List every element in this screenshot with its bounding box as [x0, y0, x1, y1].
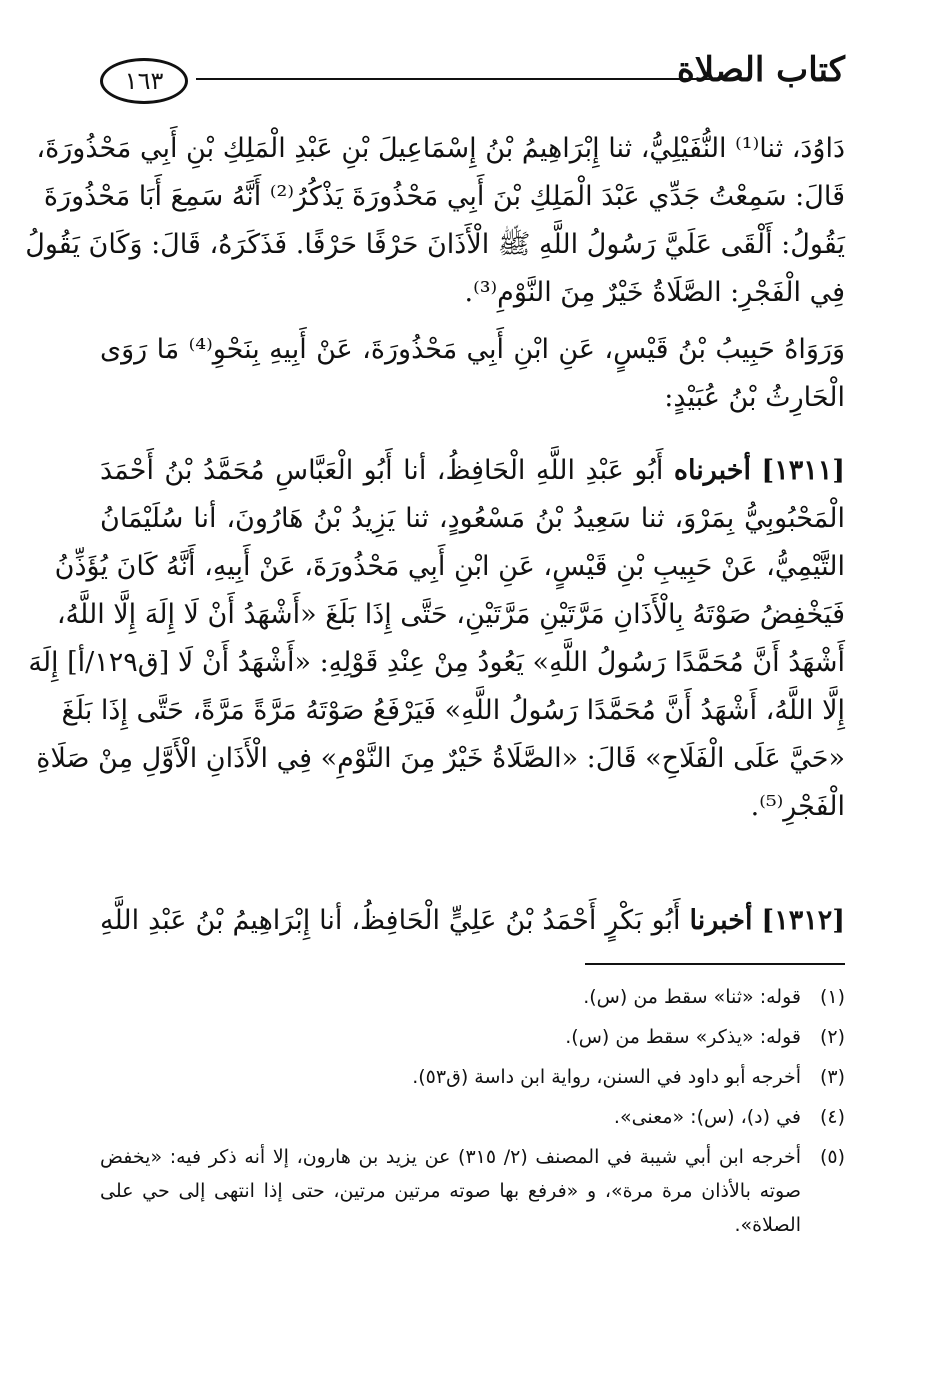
hadith-1312	[100, 897, 845, 945]
footnotes	[100, 980, 845, 1248]
text-line: يَقُولُ: أَلْقَى عَلَيَّ رَسُولُ اللَّهِ ﷺ الْأَذَانَ حَرْفًا حَرْفًا. فَذَكَرَهُ، قَالَ: وَكَانَ يَقُولُ	[25, 229, 845, 260]
footnote-number: (٢)	[819, 1026, 845, 1048]
text-line: إِلَّا اللَّهُ، أَشْهَدُ أَنَّ مُحَمَّدًا رَسُولُ اللَّهِ» فَيَرْفَعُ صَوْتَهُ مَرَّةً مَرَّةً، حَتَّى إِذَا بَلَغَ	[61, 695, 845, 726]
footnote-number: (٤)	[819, 1106, 845, 1128]
text-line: فَيَخْفِضُ صَوْتَهُ بِالْأَذَانِ مَرَّتَيْنِ مَرَّتَيْنِ، حَتَّى إِذَا بَلَغَ «أَشْهَدُ أَنْ لَا إِلَهَ إِلَّا اللَّهُ،	[56, 599, 845, 630]
footnote-separator	[585, 963, 845, 965]
text-line: قَالَ: سَمِعْتُ جَدِّي عَبْدَ الْمَلِكِ بْنَ أَبِي مَحْذُورَةَ يَذْكُرُ⁽²⁾ أَنَّهُ سَمِعَ أَبَا مَحْذُورَةَ	[43, 181, 845, 212]
text-line	[100, 897, 845, 945]
footnote	[100, 1020, 845, 1054]
text-line: دَاوُدَ، ثنا⁽¹⁾ النُّفَيْلِيُّ، ثنا إِبْرَاهِيمُ بْنُ إِسْمَاعِيلَ بْنِ عَبْدِ الْمَلِكِ بْنِ أَبِي مَحْذُورَةَ،	[36, 133, 845, 164]
footnote	[100, 1140, 845, 1242]
text-line: التَّيْمِيُّ، عَنْ حَبِيبِ بْنِ قَيْسٍ، عَنِ ابْنِ أَبِي مَحْذُورَةَ، عَنْ أَبِيهِ، أَنَّهُ كَانَ يُؤَذِّنُ	[54, 551, 845, 582]
paragraph-1	[25, 125, 845, 317]
footnote-text: قوله: «ثنا» سقط من (س).	[583, 986, 801, 1008]
text-line: أَشْهَدُ أَنَّ مُحَمَّدًا رَسُولُ اللَّهِ» يَعُودُ مِنْ عِنْدِ قَوْلِهِ: «أَشْهَدُ أَنْ لَا [ق١٢٩/أ] إِلَهَ	[28, 647, 845, 678]
footnote	[100, 1100, 845, 1134]
hadith-1311	[28, 447, 845, 831]
footnote-text: أخرجه أبو داود في السنن، رواية ابن داسة (ق٥٣).	[412, 1066, 801, 1088]
hadith-number: [١٣١٢]	[761, 905, 845, 936]
text-segment: أَبُو عَبْدِ اللَّهِ الْحَافِظُ، أنا أَبُو الْعَبَّاسِ مُحَمَّدُ بْنُ أَحْمَدَ	[100, 455, 664, 486]
page-number: ١٦٣	[100, 58, 188, 104]
footnote-number: (١)	[819, 986, 845, 1008]
header-rule	[196, 78, 727, 80]
footnote-text: في (د)، (س): «معنى».	[613, 1106, 801, 1128]
text-line: الْمَحْبُوبِيُّ بِمَرْوَ، ثنا سَعِيدُ بْنُ مَسْعُودٍ، ثنا يَزِيدُ بْنُ هَارُونَ، أنا سُلَيْمَانُ	[100, 503, 845, 534]
text-line: الْحَارِثُ بْنُ عُبَيْدٍ:	[664, 382, 845, 413]
footnote	[100, 980, 845, 1014]
chapter-title: كتاب الصلاة	[676, 50, 845, 90]
hadith-transmission-verb: أخبرنا	[689, 905, 753, 936]
paragraph-2	[100, 326, 845, 422]
footnote-number: (٥)	[819, 1146, 845, 1168]
text-line: فِي الْفَجْرِ: الصَّلَاةُ خَيْرٌ مِنَ النَّوْمِ⁽³⁾.	[464, 277, 845, 308]
text-line: الْفَجْرِ⁽⁵⁾.	[750, 791, 845, 822]
footnote	[100, 1060, 845, 1094]
hadith-number: [١٣١١]	[761, 455, 845, 486]
text-line: وَرَوَاهُ حَبِيبُ بْنُ قَيْسٍ، عَنِ ابْنِ أَبِي مَحْذُورَةَ، عَنْ أَبِيهِ بِنَحْوِ⁽⁴⁾ مَا رَوَى	[100, 334, 845, 365]
footnote-text: أخرجه ابن أبي شيبة في المصنف (٢/ ٣١٥) عن يزيد بن هارون، إلا أنه ذكر فيه: «يخفض صوته بالأذان مرة مرة»، و «فرفع بها صوته مرتين مرتين، حتى إذا انتهى إلى حي على الصلاة».	[100, 1146, 801, 1236]
text-segment: أَبُو بَكْرٍ أَحْمَدُ بْنُ عَلِيٍّ الْحَافِظُ، أنا إِبْرَاهِيمُ بْنُ عَبْدِ اللَّهِ	[100, 905, 681, 936]
text-line: «حَيَّ عَلَى الْفَلَاحِ» قَالَ: «الصَّلَاةُ خَيْرٌ مِنَ النَّوْمِ» فِي الْأَذَانِ الْأَوَّلِ مِنْ صَلَاةِ	[36, 743, 845, 774]
footnote-number: (٣)	[819, 1066, 845, 1088]
text-line	[100, 447, 845, 495]
footnote-text: قوله: «يذكر» سقط من (س).	[565, 1026, 801, 1048]
page-header	[100, 48, 845, 114]
hadith-transmission-verb: أخبرناه	[673, 455, 751, 486]
